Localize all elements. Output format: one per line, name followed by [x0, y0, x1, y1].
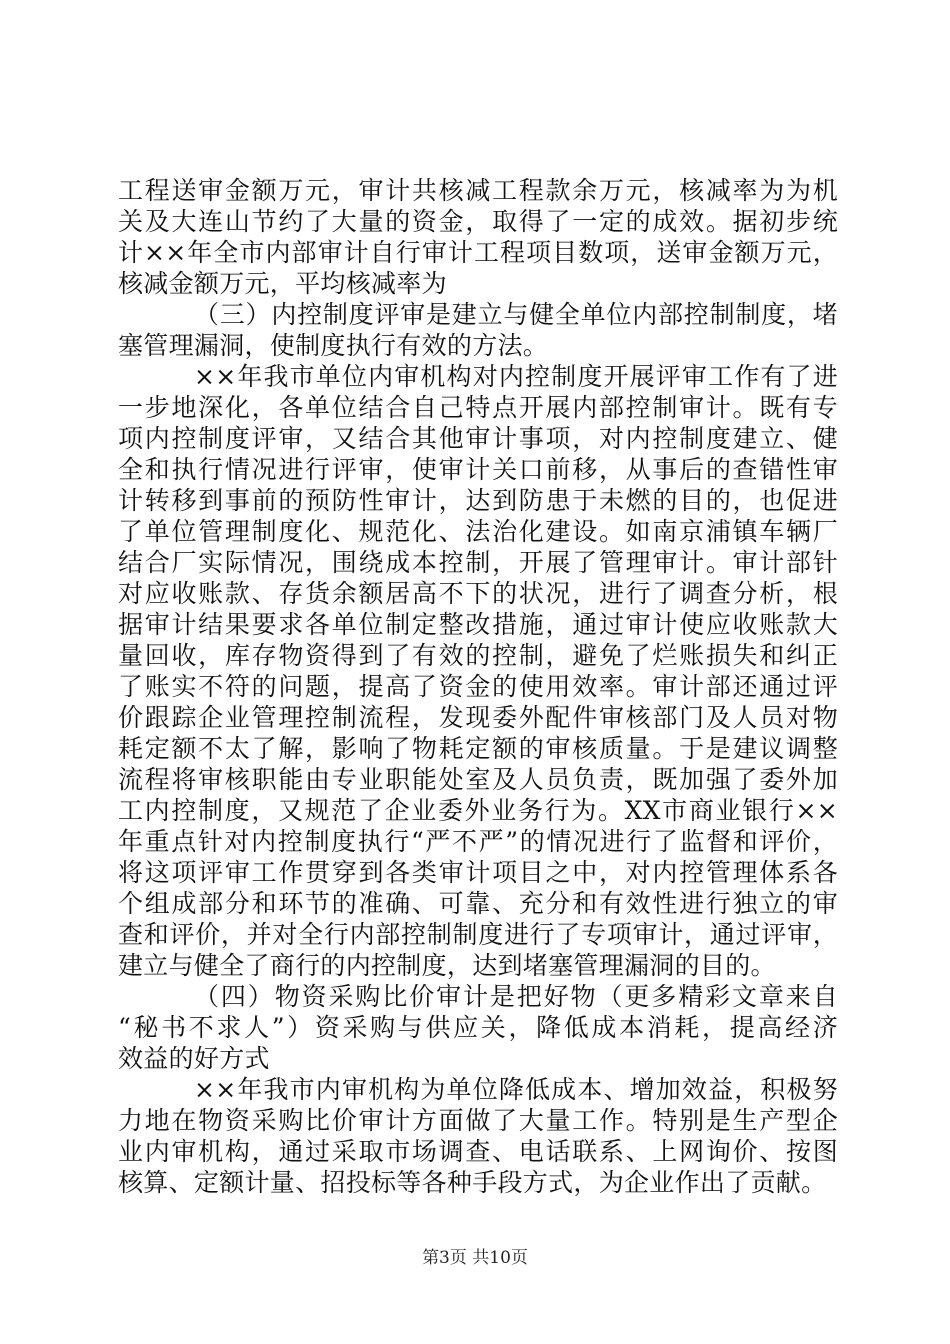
text-line: 耗定额不太了解，影响了物耗定额的审核质量。于是建议调整 [118, 734, 838, 763]
section-heading-line: （四）物资采购比价审计是把好物（更多精彩文章来自 [194, 982, 838, 1011]
section-heading-line: 效益的好方式 [118, 1044, 270, 1073]
text-line: 力地在物资采购比价审计方面做了大量工作。特别是生产型企 [118, 1106, 838, 1135]
paragraph-p3 [118, 361, 838, 981]
text-line: 价跟踪企业管理控制流程，发现委外配件审核部门及人员对物 [118, 703, 838, 732]
text-line: 了账实不符的问题，提高了资金的使用效率。审计部还通过评 [118, 672, 838, 701]
section-heading-line: “秘书不求人”）资采购与供应关，降低成本消耗，提高经济 [118, 1013, 838, 1042]
text-line: 个组成部分和环节的准确、可靠、充分和有效性进行独立的审 [118, 889, 838, 918]
document-body [118, 175, 838, 1198]
section-heading-line: （三）内控制度评审是建立与健全单位内部控制制度，堵 [194, 300, 838, 329]
text-line: 工内控制度，又规范了企业委外业务行为。XX市商业银行×× [118, 796, 838, 825]
text-line: 查和评价，并对全行内部控制制度进行了专项审计，通过评审， [118, 920, 838, 949]
section-heading-line: 塞管理漏洞，使制度执行有效的方法。 [118, 331, 549, 360]
text-line: 据审计结果要求各单位制定整改措施，通过审计使应收账款大 [118, 610, 838, 639]
text-line: 量回收，库存物资得到了有效的控制，避免了烂账损失和纠正 [118, 641, 838, 670]
paragraph-p2 [118, 299, 838, 361]
paragraph-p5 [118, 1074, 838, 1198]
text-line: 了单位管理制度化、规范化、法治化建设。如南京浦镇车辆厂 [118, 517, 838, 546]
text-line: 对应收账款、存货余额居高不下的状况，进行了调查分析，根 [118, 579, 838, 608]
page-number-footer: 第3页 共10页 [422, 1248, 528, 1268]
text-line: 建立与健全了商行的内控制度，达到堵塞管理漏洞的目的。 [118, 951, 776, 980]
text-line: 项内控制度评审，又结合其他审计事项，对内控制度建立、健 [118, 424, 838, 453]
text-line: 工程送审金额万元，审计共核减工程款余万元，核减率为为机 [118, 176, 838, 205]
text-line: 关及大连山节约了大量的资金，取得了一定的成效。据初步统 [118, 207, 838, 236]
text-line: 一步地深化，各单位结合自己特点开展内部控制审计。既有专 [118, 393, 838, 422]
text-line: 计××年全市内部审计自行审计工程项目数项，送审金额万元， [118, 238, 838, 267]
text-line: ××年我市单位内审机构对内控制度开展评审工作有了进 [194, 362, 838, 391]
text-line: 将这项评审工作贯穿到各类审计项目之中，对内控管理体系各 [118, 858, 838, 887]
text-line: 流程将审核职能由专业职能处室及人员负责，既加强了委外加 [118, 765, 838, 794]
text-line: ××年我市内审机构为单位降低成本、增加效益，积极努 [194, 1075, 838, 1104]
text-line: 业内审机构，通过采取市场调查、电话联系、上网询价、按图 [118, 1137, 838, 1166]
paragraph-p1 [118, 175, 838, 299]
paragraph-p4 [118, 981, 838, 1074]
text-line: 核减金额万元，平均核减率为 [118, 269, 447, 298]
text-line: 年重点针对内控制度执行“严不严”的情况进行了监督和评价， [118, 827, 838, 856]
text-line: 结合厂实际情况，围绕成本控制，开展了管理审计。审计部针 [118, 548, 838, 577]
text-line: 全和执行情况进行评审，使审计关口前移，从事后的查错性审 [118, 455, 838, 484]
text-line: 计转移到事前的预防性审计，达到防患于未燃的目的，也促进 [118, 486, 838, 515]
text-line: 核算、定额计量、招投标等各种手段方式，为企业作出了贡献。 [118, 1168, 827, 1197]
